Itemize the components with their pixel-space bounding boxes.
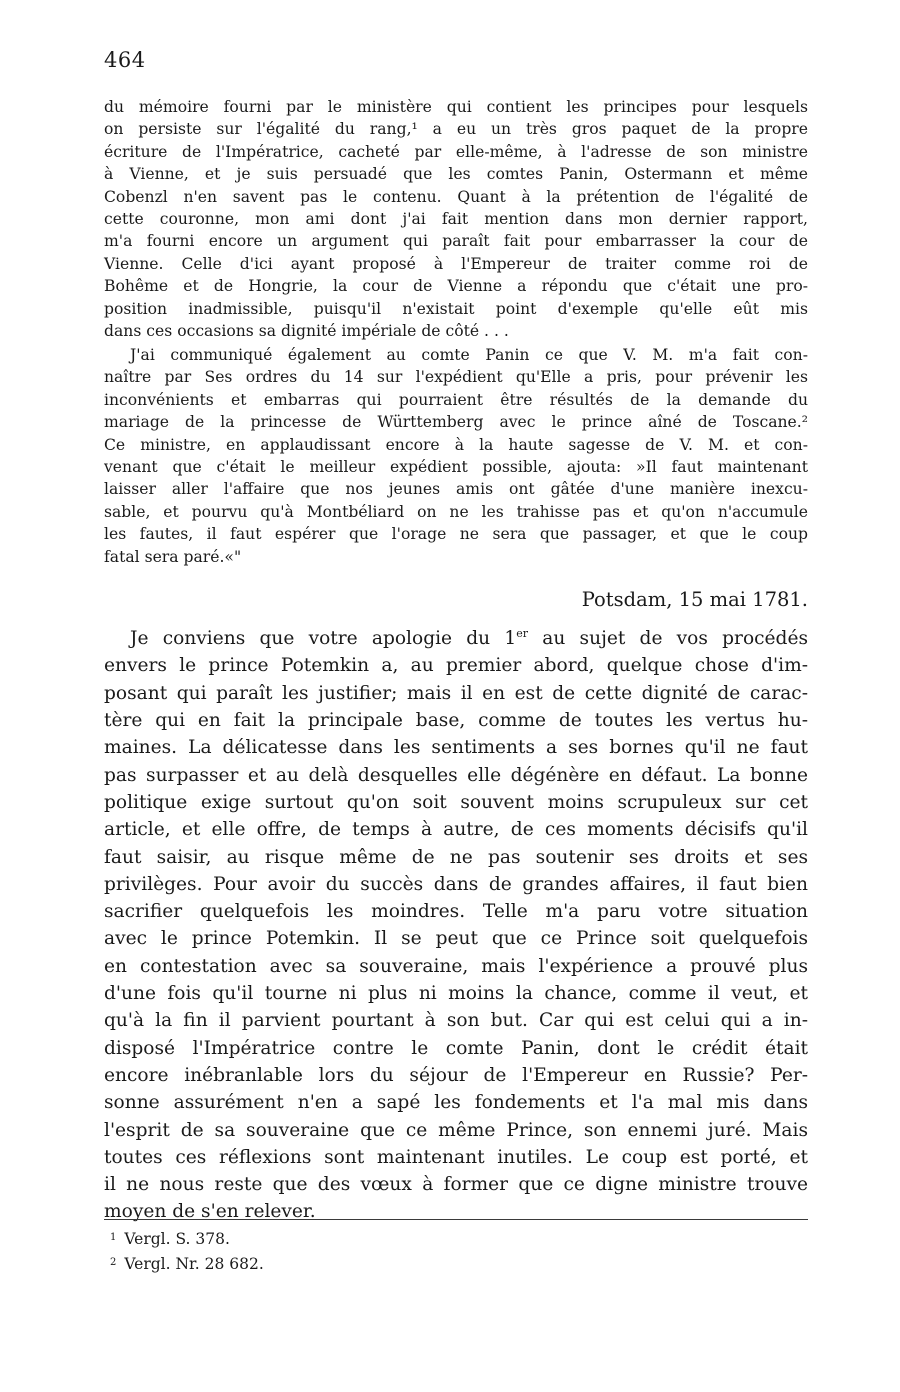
- text-line: on persiste sur l'égalité du rang,¹ a eu un très gros paquet de la propre: [104, 120, 808, 139]
- text-line: Vienne. Celle d'ici ayant proposé à l'Empereur de traiter comme roi de: [104, 254, 808, 273]
- text-line: Ce ministre, en applaudissant encore à la haute sagesse de V. M. et con-: [104, 435, 808, 454]
- text-line: position inadmissible, puisqu'il n'existait point d'exemple qu'elle eût mis: [104, 299, 808, 318]
- text-line-first: [104, 620, 808, 652]
- text-line: encore inébranlable lors du séjour de l'Empereur en Russie? Per-: [104, 1064, 808, 1086]
- text-line: faut saisir, au risque même de ne pas soutenir ses droits et ses: [104, 846, 808, 868]
- text-line: avec le prince Potemkin. Il se peut que ce Prince soit quelquefois: [104, 928, 808, 950]
- text-line: Bohême et de Hongrie, la cour de Vienne a répondu que c'était une pro-: [104, 277, 808, 296]
- text-line: du mémoire fourni par le ministère qui contient les principes pour lesquels: [104, 98, 808, 116]
- text-line: laisser aller l'affaire que nos jeunes amis ont gâtée d'une manière inexcu-: [104, 480, 808, 499]
- text-line: toutes ces réflexions sont maintenant inutiles. Le coup est porté, et: [104, 1146, 808, 1168]
- text-line: politique exige surtout qu'on soit souvent moins scrupuleux sur cet: [104, 791, 808, 813]
- letter-paragraph-two: [104, 344, 808, 568]
- text-line: il ne nous reste que des vœux à former que ce digne ministre trouve: [104, 1174, 808, 1196]
- ordinal-superscript: er: [516, 627, 529, 640]
- footnote-mark: 2: [110, 1257, 117, 1268]
- text-line: privilèges. Pour avoir du succès dans de grandes affaires, il faut bien: [104, 873, 808, 895]
- text-line: disposé l'Impératrice contre le comte Panin, dont le crédit était: [104, 1037, 808, 1059]
- text-line: venant que c'était le meilleur expédient possible, ajouta: »Il faut maintenant: [104, 458, 808, 477]
- text-line: Cobenzl n'en savent pas le contenu. Quant à la prétention de l'égalité de: [104, 187, 808, 206]
- text-line: d'une fois qu'il tourne ni plus ni moins la chance, comme il veut, et: [104, 983, 808, 1005]
- text-line: les fautes, il faut espérer que l'orage ne sera que passager, et que le coup: [104, 525, 808, 544]
- text-line: sable, et pourvu qu'à Montbéliard on ne les trahisse pas et qu'on n'accumule: [104, 502, 808, 521]
- text-line: article, et elle offre, de temps à autre, de ces moments décisifs qu'il: [104, 819, 808, 841]
- text-line: qu'à la fin il parvient pourtant à son but. Car qui est celui qui a in-: [104, 1010, 808, 1032]
- text-line: mariage de la princesse de Württemberg avec le prince aîné de Toscane.²: [104, 413, 808, 432]
- footnote-1: [110, 1226, 264, 1251]
- text-line: l'esprit de sa souveraine que ce même Prince, son ennemi juré. Mais: [104, 1119, 808, 1141]
- text-line: tère qui en fait la principale base, comme de toutes les vertus hu-: [104, 710, 808, 732]
- text-line: envers le prince Potemkin a, au premier abord, quelque chose d'im-: [104, 655, 808, 677]
- text-line: fatal sera paré.«": [104, 547, 242, 566]
- footnote-mark: 1: [110, 1232, 117, 1243]
- footnote-text: Vergl. S. 378.: [124, 1230, 230, 1248]
- main-paragraph: [104, 620, 808, 1226]
- text-line: sacrifier quelquefois les moindres. Telle m'a paru votre situation: [104, 901, 808, 923]
- text-line: J'ai communiqué également au comte Panin ce que V. M. m'a fait con-: [130, 346, 808, 364]
- footnote-separator: [104, 1219, 808, 1220]
- page-number: 464: [104, 48, 146, 72]
- ordinal-number: 1: [504, 628, 517, 650]
- footnote-text: Vergl. Nr. 28 682.: [124, 1255, 264, 1273]
- text-line: en contestation avec sa souveraine, mais l'expérience a prouvé plus: [104, 955, 808, 977]
- text-line: écriture de l'Impératrice, cacheté par elle-même, à l'adresse de son ministre: [104, 142, 808, 161]
- footnotes: [110, 1226, 264, 1276]
- text-span: Je conviens que votre apologie du: [130, 628, 505, 650]
- text-line: pas surpasser et au delà desquelles elle dégénère en défaut. La bonne: [104, 764, 808, 786]
- text-line: dans ces occasions sa dignité impériale de côté . . .: [104, 322, 509, 341]
- footnote-2: [110, 1251, 264, 1276]
- text-line: à Vienne, et je suis persuadé que les comtes Panin, Ostermann et même: [104, 165, 808, 184]
- text-line: sonne assurément n'en a sapé les fondements et l'a mal mis dans: [104, 1092, 808, 1114]
- text-line: maines. La délicatesse dans les sentiments a ses bornes qu'il ne faut: [104, 737, 808, 759]
- text-line: inconvénients et embarras qui pourraient être résultés de la demande du: [104, 390, 808, 409]
- text-line: moyen de s'en relever.: [104, 1201, 316, 1223]
- text-line: m'a fourni encore un argument qui paraît fait pour embarrasser la cour de: [104, 232, 808, 251]
- text-span: au sujet de vos procédés: [528, 628, 808, 650]
- dateline: Potsdam, 15 mai 1781.: [581, 588, 808, 611]
- text-line: cette couronne, mon ami dont j'ai fait mention dans mon dernier rapport,: [104, 210, 808, 229]
- text-line: posant qui paraît les justifier; mais il en est de cette dignité de carac-: [104, 682, 808, 704]
- letter-continuation-paragraph: [104, 96, 808, 342]
- text-line: naître par Ses ordres du 14 sur l'expédient qu'Elle a pris, pour prévenir les: [104, 368, 808, 387]
